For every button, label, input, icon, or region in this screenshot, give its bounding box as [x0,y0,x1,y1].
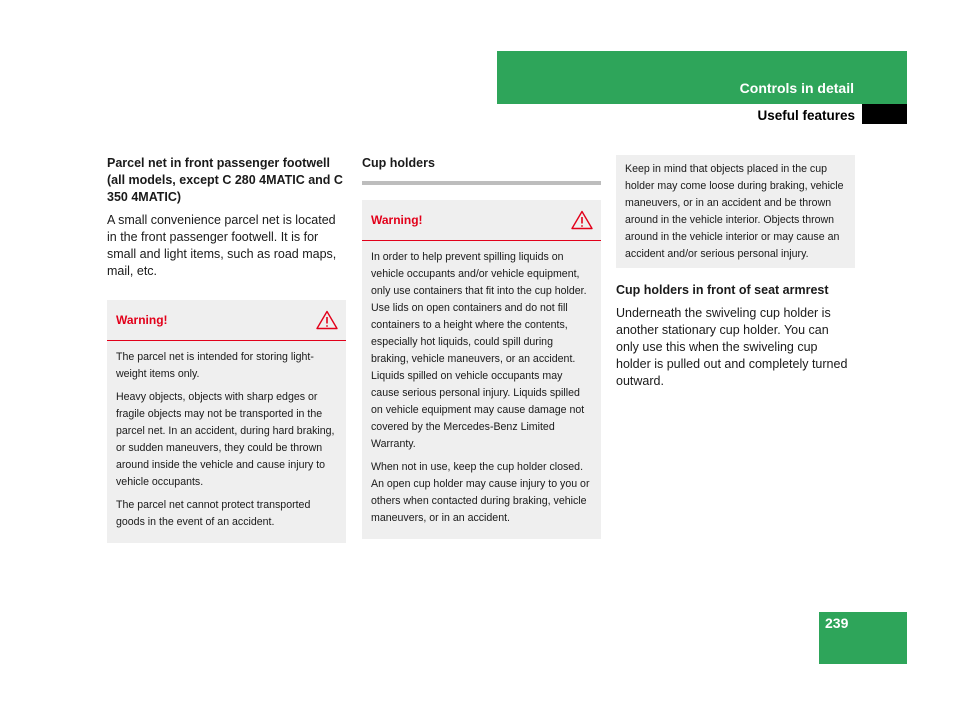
warning-header [362,200,601,241]
middle-column [362,155,601,539]
armrest-cup-holder-body: Underneath the swiveling cup holder is another stationary cup holder. You can only use this when the swiveling cup holder is pulled out and completely turned outward. [616,306,848,388]
warning-paragraph: When not in use, keep the cup holder closed. An open cup holder may cause injury to you or others when contacted during braking, vehicle maneuvers, or in an accident. [371,461,590,524]
continued-warning-text: Keep in mind that objects placed in the cup holder may come loose during braking, vehicle maneuvers, or in an accident and be thrown around in the vehicle interior. Objects thrown around in the vehicle interior or may cause an accident and/or serious personal injury. [625,163,844,260]
cup-holders-heading: Cup holders [362,156,435,170]
parcel-net-warning-box [107,300,346,543]
section-title: Useful features [757,108,855,123]
warning-body [362,241,601,539]
warning-paragraph: In order to help prevent spilling liquids on vehicle occupants and/or vehicle equipment, only use containers that fit into the cup holder. Use lids on open containers and do not fill containers to a height where the contents, especially hot liquids, could spill during braking, vehicle maneuvers, or an accident. Liquids spilled on vehicle occupants may cause serious personal injury. Liquids spilled on vehicle equipment may cause damage not covered by the Mercedes-Benz Limited Warranty. [371,251,587,450]
warning-paragraph: Heavy objects, objects with sharp edges or fragile objects may not be transported in the parcel net. In an accident, during hard braking, or sudden maneuvers, they could be thrown around inside the vehicle and cause injury to vehicle occupants. [116,391,335,488]
cup-holders-warning-box [362,200,601,539]
section-tab-marker [862,104,907,124]
parcel-net-heading: Parcel net in front passenger footwell (all models, except C 280 4MATIC and C 350 4MATIC) [107,156,343,204]
heading-rule [362,181,601,185]
warning-triangle-icon [571,210,593,230]
warning-triangle-icon [316,310,338,330]
warning-paragraph: The parcel net is intended for storing light-weight items only. [116,351,314,380]
warning-label: Warning! [116,313,168,327]
warning-body [107,341,346,543]
right-column [616,155,855,390]
warning-paragraph: The parcel net cannot protect transported goods in the event of an accident. [116,499,311,528]
armrest-cup-holder-heading: Cup holders in front of seat armrest [616,283,829,297]
warning-label: Warning! [371,213,423,227]
left-column [107,155,346,543]
header-band [497,51,907,104]
page-number: 239 [825,615,849,631]
warning-header [107,300,346,341]
parcel-net-body: A small convenience parcel net is located in the front passenger footwell. It is for small and light items, such as road maps, mail, etc. [107,213,337,278]
continued-warning-box [616,155,855,268]
chapter-title: Controls in detail [739,80,854,96]
